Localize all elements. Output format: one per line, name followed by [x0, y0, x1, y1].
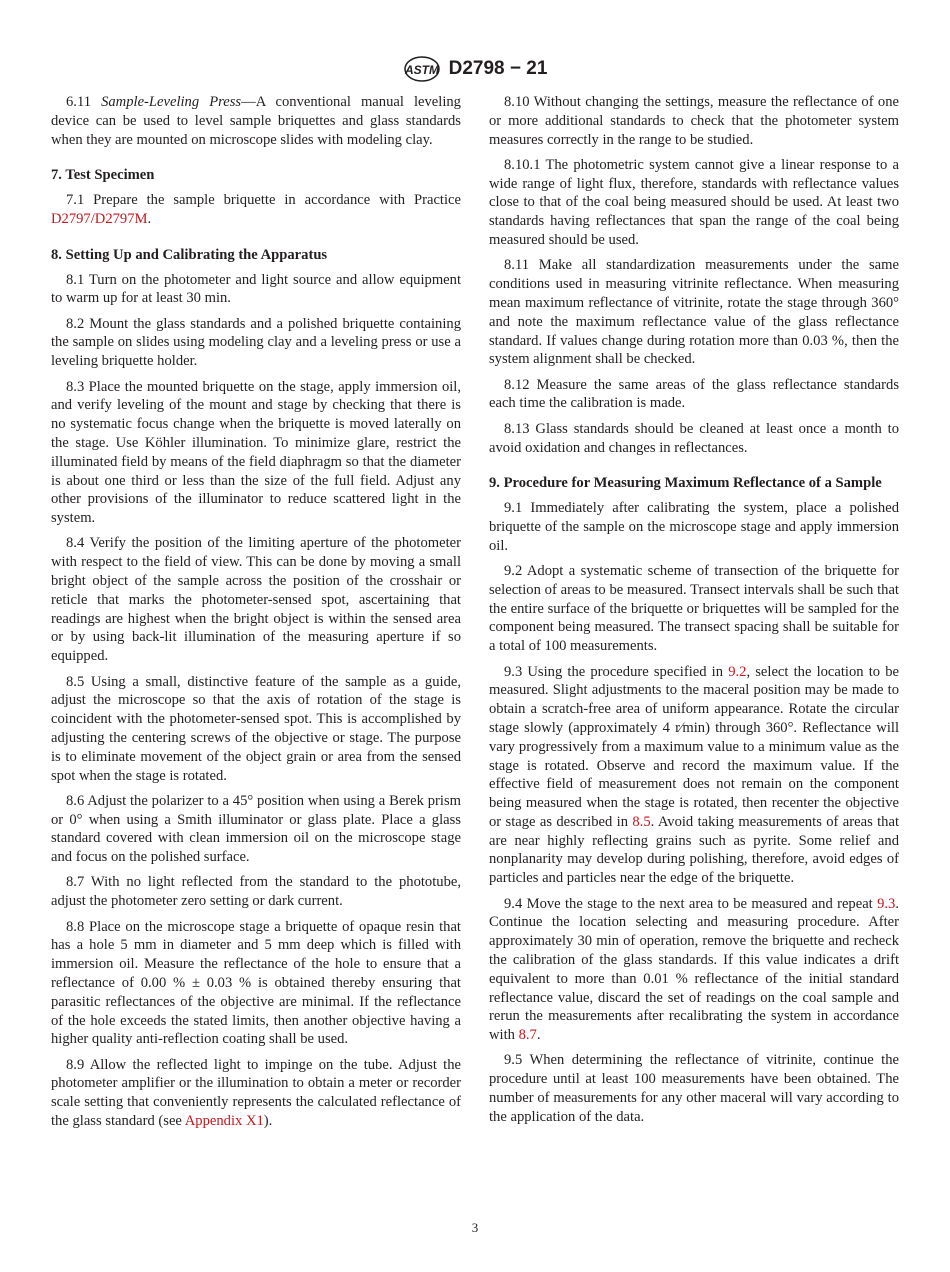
paragraph [489, 499, 899, 555]
paragraph [489, 1051, 899, 1126]
text-segment: 8.10.1 The photometric system cannot give a linear response to a wide range of light flux, therefore, standards with reflectance values close to that of the coal being measured should be used. At least two standards having reflectances that span the range of the coal being measured should be used. [489, 156, 899, 249]
cross-reference-link[interactable]: 8.7 [518, 1027, 537, 1044]
italic-term: Sample-Leveling Press [101, 94, 242, 110]
text-segment: . [536, 1027, 541, 1044]
cross-reference-link[interactable]: 9.2 [728, 663, 747, 680]
text-segment: 8.4 Verify the position of the limiting aperture of the photometer with respect to the field of view. This can be done by moving a small bright object of the sample across the position of the crosshair or reticle that marks the photometer-sensed spot, ascertaining that readings are highest when the bright object is within the sensed area or by using back-lit illumination of the measuring aperture if so equipped. [51, 535, 461, 665]
page-header [0, 55, 950, 85]
cross-reference-link[interactable]: Appendix X1 [184, 1113, 264, 1130]
text-segment: 8.6 Adjust the polarizer to a 45° position when using a Berek prism or 0° when using a Smith illuminator or glass plate. Place a glass standard covered with clean immersion oil on the microscope stage and focus on the polished surface. [51, 792, 461, 866]
paragraph [51, 792, 461, 867]
paragraph [489, 562, 899, 656]
paragraph [51, 271, 461, 309]
astm-logo-icon [403, 55, 441, 83]
section-heading [51, 246, 461, 265]
text-segment: 8.1 Turn on the photometer and light source and allow equipment to warm up for at least 30 min. [51, 271, 461, 307]
text-segment: 7. Test Specimen [51, 167, 155, 184]
right-column [489, 93, 899, 1133]
text-segment: 8.11 Make all standardization measurements under the same conditions used in measuring vitrinite reflectance. When measuring mean maximum reflectance of vitrinite, rotate the stage through 360° and note the maximum reflectance value of the glass reflectance standard. If values change during rotation more than 0.03 %, then the system alignment shall be checked. [489, 257, 899, 368]
paragraph [51, 315, 461, 371]
text-segment: —A conventional manual leveling device can be used to level sample briquettes and glass standards when they are mounted on microscope slides with modeling clay. [51, 94, 461, 148]
text-segment: 8.10 Without changing the settings, measure the reflectance of one or more additional standards to check that the photometer system measures correctly in the range to be studied. [489, 94, 899, 148]
text-segment: 8.13 Glass standards should be cleaned at least once a month to avoid oxidation and changes in reflectances. [489, 420, 899, 456]
text-segment: 7.1 Prepare the sample briquette in accordance with Practice [66, 192, 461, 209]
text-segment: . Continue the location selecting and measuring procedure. After approximately 30 min of operation, remove the briquette and recheck the calibration of the glass standards. If this value indicates a drift equivalent to more than 0.01 % reflectance of the initial standard reflectance value, discard the set of readings on the coal sample and rerun the measurements after recalibrating the system in accordance with [489, 895, 899, 1044]
paragraph [489, 376, 899, 414]
text-segment: ). [263, 1113, 273, 1130]
paragraph [489, 663, 899, 889]
svg-text:ASTM: ASTM [404, 63, 439, 77]
left-column [51, 93, 461, 1137]
page-number: 3 [471, 1220, 479, 1235]
cross-reference-link[interactable]: 8.5 [632, 813, 651, 830]
text-segment: 8.3 Place the mounted briquette on the stage, apply immersion oil, and verify leveling of the mount and stage by checking that there is no systematic focus change when the briquette is moved laterally on the stage. Use Köhler illumination. To minimize glare, restrict the illuminated field by means of the field diaphragm so that the diameter is about one third or less than the size of the full field. Adjust any other provisions of the illuminator to reduce scattered light in the system. [51, 378, 461, 527]
paragraph [51, 873, 461, 911]
paragraph [51, 1056, 461, 1131]
document-designation: D2798 − 21 [448, 58, 548, 79]
paragraph [51, 534, 461, 666]
text-segment: 9.5 When determining the reflectance of vitrinite, continue the procedure until at least 100 measurements have been obtained. The number of measurements for any other maceral will vary according to the application of the data. [489, 1052, 899, 1125]
text-segment: 8.2 Mount the glass standards and a polished briquette containing the sample on slides using modeling clay and a leveling press or use a leveling briquette holder. [51, 315, 461, 370]
text-segment: 8.9 Allow the reflected light to impinge on the tube. Adjust the photometer amplifier or the illumination to obtain a meter or recorder scale setting that conveniently represents the calculated reflectance of the glass standard (see [51, 1056, 461, 1130]
text-segment: 8.8 Place on the microscope stage a briquette of opaque resin that has a hole 5 mm in diameter and 5 mm deep which is filled with immersion oil. Measure the reflectance of the hole to ensure that a reflectance of 0.00 % ± 0.03 % is obtained thereby ensuring that parasitic reflectances of the objective are minimal. If the reflectance of the hole exceeds the stated limits, then another objective having a higher quality anti-reflection coating shall be used. [51, 918, 461, 1048]
text-segment: 6.11 [66, 94, 102, 110]
text-segment: 9.2 Adopt a systematic scheme of transection of the briquette for selection of areas to be measured. Transect intervals shall be such that the entire surface of the briquette or briquettes will be sampled for the component being measured. The transect spacing shall be suitable for a total of 100 measurements. [489, 563, 899, 655]
paragraph [51, 378, 461, 528]
paragraph [51, 93, 461, 149]
text-segment: 8.7 With no light reflected from the standard to the phototube, adjust the photometer zero setting or dark current. [51, 874, 461, 910]
text-segment: 8.5 Using a small, distinctive feature of the sample as a guide, adjust the microscope so that the axis of rotation of the stage is coincident with the photometer-sensed spot. This is accomplished by adjusting the centering screws of the objective or stage. The purpose is to eliminate movement of the object grain or area from the sensed spot when the stage is rotated. [51, 673, 461, 784]
paragraph [51, 918, 461, 1050]
section-heading [51, 166, 461, 185]
cross-reference-link[interactable]: D2797/D2797M [51, 210, 148, 227]
text-segment: 9. Procedure for Measuring Maximum Reflectance of a Sample [489, 475, 882, 492]
paragraph [489, 420, 899, 458]
paragraph [489, 256, 899, 369]
text-segment: 9.1 Immediately after calibrating the system, place a polished briquette of the sample on the microscope stage and apply immersion oil. [489, 500, 899, 554]
section-heading [489, 474, 899, 493]
text-segment: 9.4 Move the stage to the next area to be measured and repeat [504, 895, 878, 912]
paragraph [489, 895, 899, 1045]
paragraph [489, 156, 899, 250]
text-segment: . [147, 210, 152, 227]
paragraph [489, 93, 899, 149]
paragraph [51, 673, 461, 786]
text-segment: 9.3 Using the procedure specified in [504, 663, 729, 680]
paragraph [51, 191, 461, 229]
text-segment: 8.12 Measure the same areas of the glass reflectance standards each time the calibration is made. [489, 376, 899, 412]
text-segment: 8. Setting Up and Calibrating the Apparatus [51, 246, 328, 263]
cross-reference-link[interactable]: 9.3 [877, 895, 896, 912]
text-segment: , select the location to be measured. Slight adjustments to the maceral position may be made to obtain a scratch-free area of uniform appearance. Rotate the circular stage slowly (approximately 4 r⁄min) through 360°. Reflectance will vary progressively from a maximum value to a minimum value as the stage is rotated. Observe and record the maximum value. If the effective field of measurement does not remain on the component being measured when the stage is rotated, then recenter the objective or stage as described in [489, 663, 899, 830]
text-segment: . Avoid taking measurements of areas that are near highly reflecting grains such as pyrite. Some relief and nonplanarity may develop during polishing, therefore, avoid edges of particles and particles near the edge of the briquette. [489, 813, 899, 887]
